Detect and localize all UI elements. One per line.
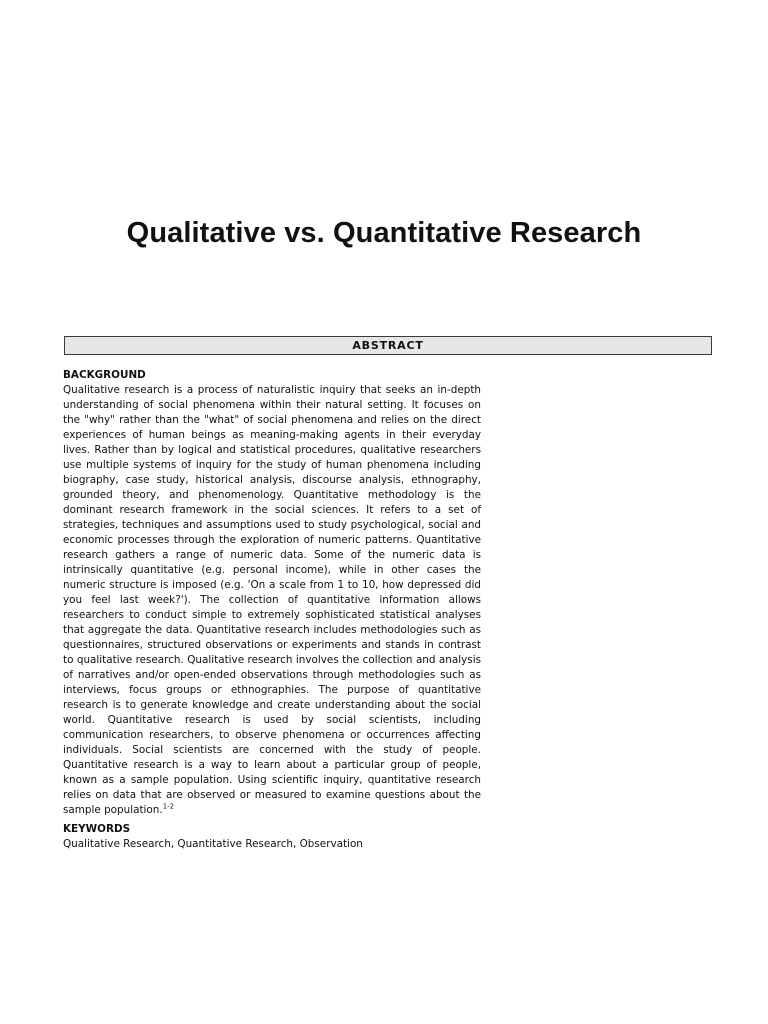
page-title: Qualitative vs. Quantitative Research: [126, 217, 642, 249]
keywords-heading: KEYWORDS: [63, 823, 131, 835]
abstract-header: ABSTRACT: [64, 336, 712, 355]
background-body: [63, 383, 481, 818]
keywords-body: Qualitative Research, Quantitative Research, Observation: [63, 838, 363, 850]
background-heading: BACKGROUND: [63, 369, 146, 381]
background-text: Qualitative research is a process of naturalistic inquiry that seeks an in-depth understanding of social phenomena within their natural setting. It focuses on the "why" rather than the "what" of social phenomena and relies on the direct experiences of human beings as meaning-making agents in their everyday lives. Rather than by logical and statistical procedures, qualitative researchers use multiple systems of inquiry for the study of human phenomena including biography, case study, historical analysis, discourse analysis, ethnography, grounded theory, and phenomenology. Quantitative methodology is the dominant research framework in the social sciences. It refers to a set of strategies, techniques and assumptions used to study psychological, social and economic processes through the exploration of numeric patterns. Quantitative research gathers a range of numeric data. Some of the numeric data is intrinsically quantitative (e.g. personal income), while in other cases the numeric structure is imposed (e.g. 'On a scale from 1 to 10, how depressed did you feel last week?'). The collection of quantitative information allows researchers to conduct simple to extremely sophisticated statistical analyses that aggregate the data. Quantitative research includes methodologies such as questionnaires, structured observations or experiments and stands in contrast to qualitative research. Qualitative research involves the collection and analysis of narratives and/or open-ended observations through methodologies such as interviews, focus groups or ethnographies. The purpose of quantitative research is to generate knowledge and create understanding about the social world. Quantitative research is used by social scientists, including communication researchers, to observe phenomena or occurrences affecting individuals. Social scientists are concerned with the study of people. Quantitative research is a way to learn about a particular group of people, known as a sample population. Using scientific inquiry, quantitative research relies on data that are observed or measured to examine questions about the sample population.: [63, 384, 481, 816]
background-section: [63, 368, 481, 818]
citation-superscript: 1-2: [162, 802, 175, 811]
keywords-section: [63, 822, 481, 852]
